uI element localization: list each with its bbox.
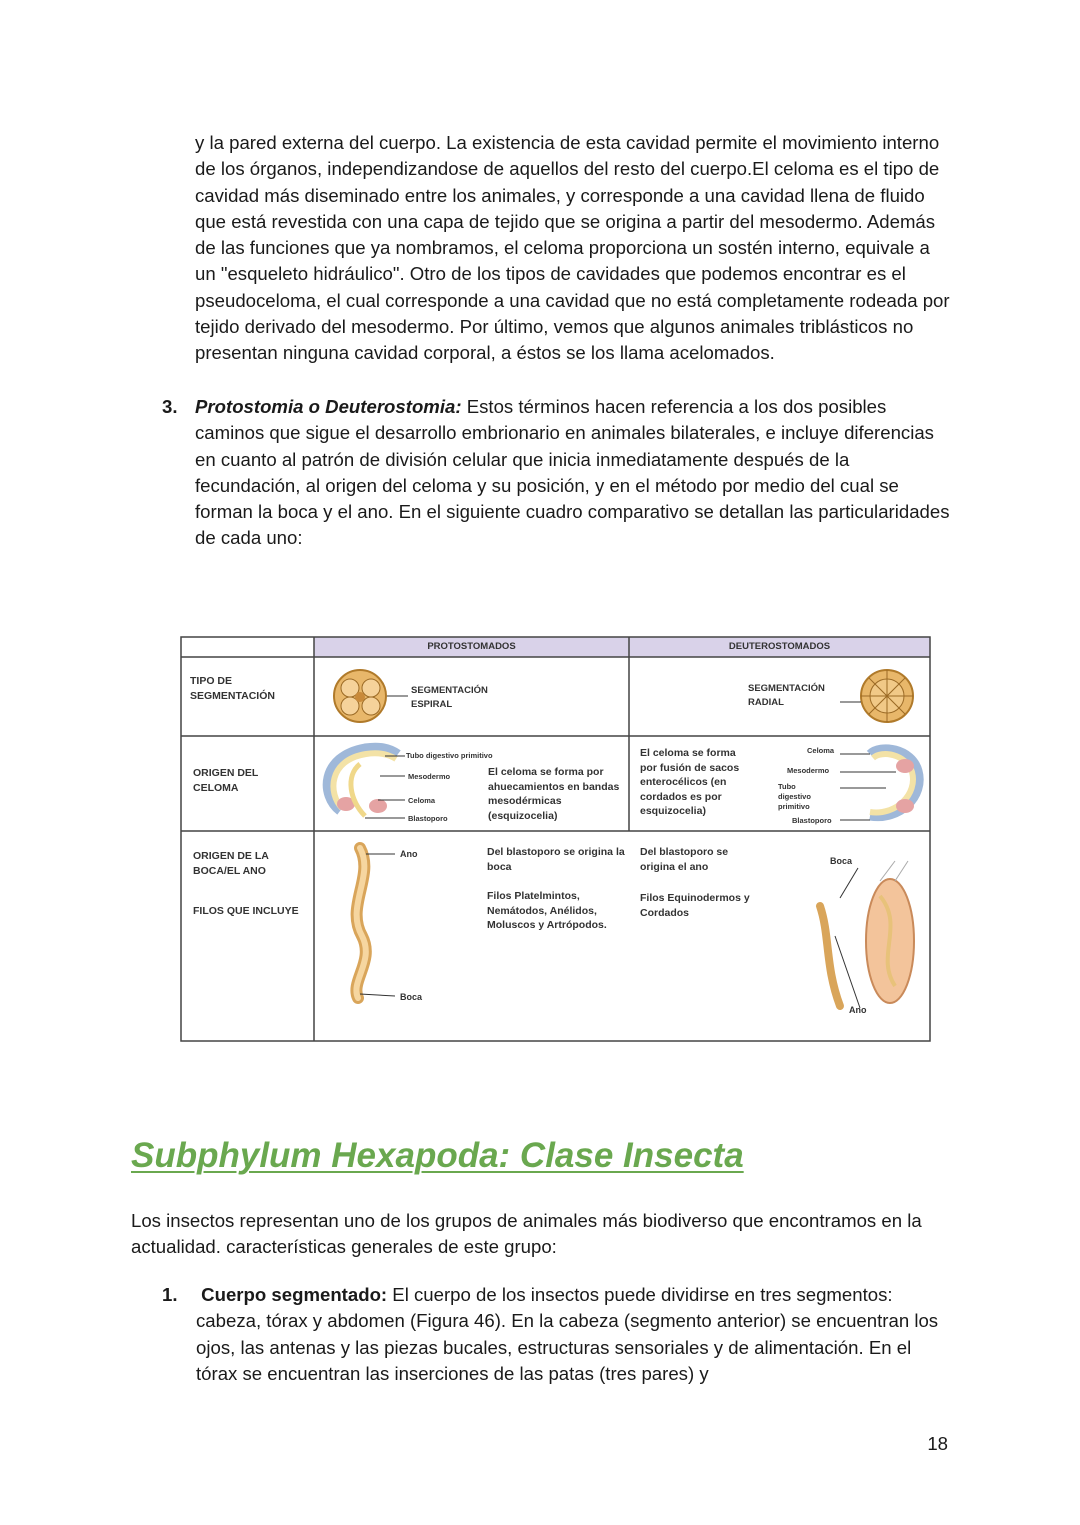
spiral-embryo-illustration (334, 670, 408, 722)
proto-celoma-illustration (327, 747, 405, 818)
radial-embryo-illustration (840, 670, 913, 722)
list-item-title: Protostomia o Deuterostomia: (195, 396, 462, 417)
deutero-boca-label: Boca (830, 856, 853, 866)
proto-worm-illustration (356, 848, 395, 998)
list-item-protostomia (195, 394, 955, 552)
proto-boca-label: Boca (400, 992, 423, 1002)
proto-label-celoma: Celoma (408, 796, 436, 805)
list-number-3: 3. (162, 396, 178, 417)
deutero-label-blastoporo: Blastoporo (792, 816, 832, 825)
proto-seg-label: SEGMENTACIÓN ESPIRAL (411, 685, 488, 710)
deutero-ano-label: Ano (849, 1005, 867, 1015)
col-header-deuterostomados: DEUTEROSTOMADOS (728, 641, 831, 652)
proto-filos-text: Filos Platelmintos, Nemátodos, Anélidos, Moluscos y Artrópodos. (487, 890, 607, 931)
deutero-label-mesodermo: Mesodermo (787, 766, 830, 775)
proto-label-tubo: Tubo digestivo primitivo (406, 751, 493, 760)
proto-celoma-text: El celoma se forma por ahuecamientos en bandas mesodérmicas (esquizocelia) (488, 766, 620, 822)
row-label-boca-ano: ORIGEN DE LA BOCA/EL ANO (193, 850, 269, 877)
section-heading: Subphylum Hexapoda: Clase Insecta (131, 1136, 744, 1175)
body-paragraph-celoma: y la pared externa del cuerpo. La existencia de esta cavidad permite el movimiento interno de los órganos, independizandose de aquellos del resto del cuerpo.El celoma es el tipo de cavidad más diseminado entre los animales, y corresponde a una cavidad llena de fluido que está revestida con una capa de tejido que se origina a partir del mesodermo. Además de las funciones que ya nombramos, el celoma proporciona un sostén interno, equivale a un "esqueleto hidráulico". Otro de los tipos de cavidades que podemos encontrar es el pseudoceloma, el cual corresponde a una cavidad que no está completamente rodeada por tejido derivado del mesodermo. Por último, vemos que algunos animales triblásticos no presentan ninguna cavidad corporal, a éstos se los llama acelomados. (195, 132, 950, 364)
deutero-label-tubo: Tubo digestivo primitivo (778, 782, 811, 811)
deutero-celoma-text: El celoma se forma por fusión de sacos enterocélicos (en cordados es por esquizocelia) (640, 747, 740, 817)
page-number: 18 (927, 1433, 948, 1454)
list-item-title: Cuerpo segmentado: (201, 1284, 388, 1305)
proto-label-mesodermo: Mesodermo (408, 772, 451, 781)
deutero-body-illustration (820, 861, 914, 1008)
proto-origin-text: Del blastoporo se origina la boca (487, 846, 625, 873)
row-label-segmentacion: TIPO DE SEGMENTACIÓN (190, 675, 275, 702)
row-label-filos: FILOS QUE INCLUYE (193, 905, 299, 917)
deutero-celoma-illustration (840, 749, 919, 820)
deutero-seg-label: SEGMENTACIÓN RADIAL (748, 683, 825, 708)
list-item-text: El cuerpo de los insectos puede dividirse en tres segmentos: cabeza, tórax y abdomen (Figura 46). En la cabeza (segmento anterior) se encuentran los ojos, las antenas y las piezas bucales, estructuras sensoriales y de alimentación. En el tórax se encuentran las inserciones de las patas (tres pares) y (196, 1284, 939, 1384)
comparison-table-figure (180, 636, 931, 1042)
proto-ano-label: Ano (400, 849, 418, 859)
col-header-protostomados: PROTOSTOMADOS (427, 641, 516, 652)
section-intro: Los insectos representan uno de los grupos de animales más biodiverso que encontramos en la actualidad. características generales de este grupo: (131, 1210, 922, 1258)
deutero-filos-text: Filos Equinodermos y Cordados (640, 892, 750, 919)
deutero-label-celoma: Celoma (807, 746, 835, 755)
proto-label-blastoporo: Blastoporo (408, 814, 448, 823)
list-item-text: Estos términos hacen referencia a los dos posibles caminos que sigue el desarrollo embrionario en animales bilaterales, e incluye diferencias en cuanto al patrón de división celular que inicia inmediatamente después de la fecundación, al origen del celoma y su posición, y en el método por medio del cual se forman la boca y el ano. En el siguiente cuadro comparativo se detallan las particularidades de cada uno: (195, 396, 950, 549)
row-label-celoma: ORIGEN DEL CELOMA (193, 767, 259, 794)
list-item-cuerpo (196, 1282, 956, 1387)
list-number-1: 1. (162, 1284, 178, 1305)
deutero-origin-text: Del blastoporo se origina el ano (640, 846, 729, 873)
